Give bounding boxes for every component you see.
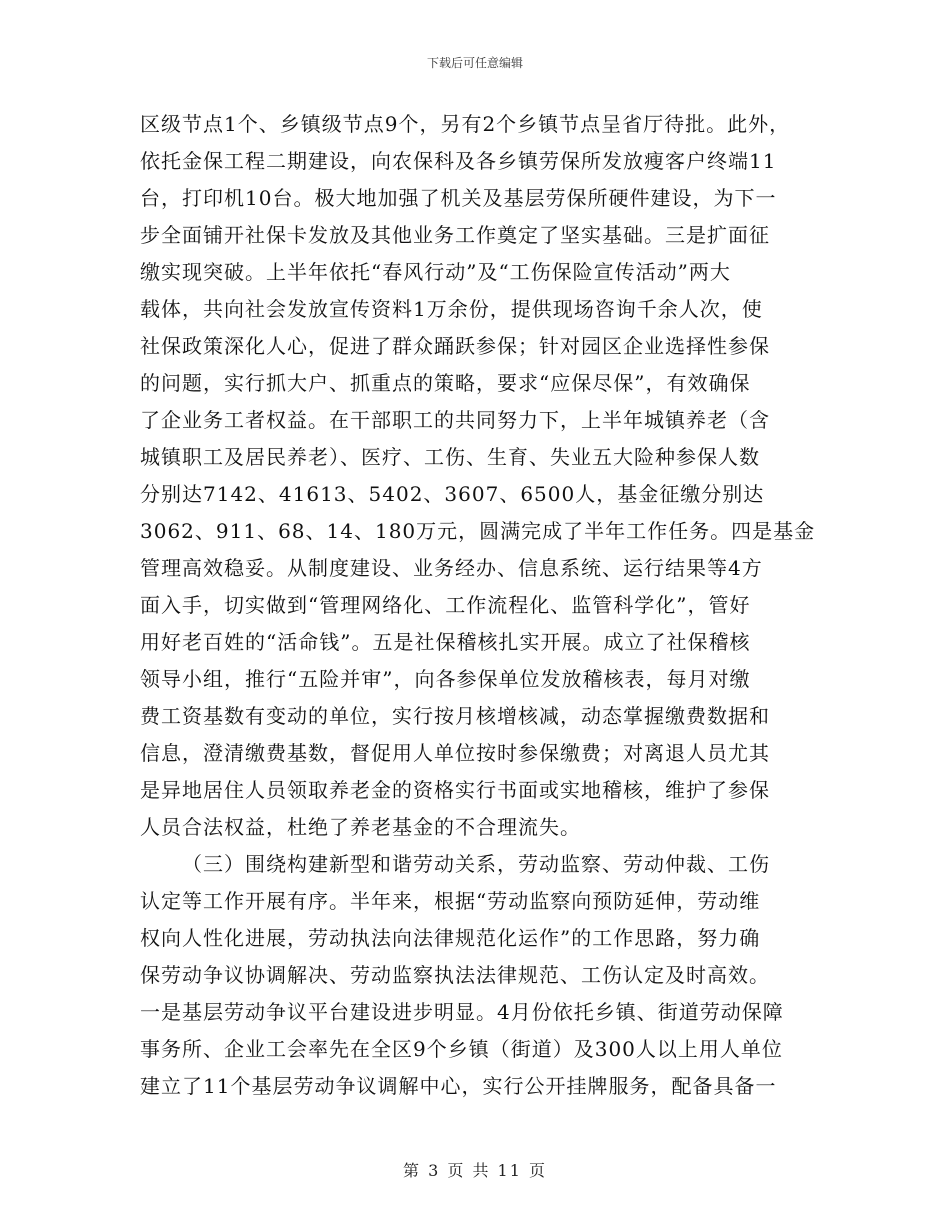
- text-line: 一是基层劳动争议平台建设进步明显。4月份依托乡镇、街道劳动保障: [140, 1000, 784, 1024]
- text-line: 缴实现突破。上半年依托“春风行动”及“工伤保险宣传活动”两大: [140, 260, 731, 284]
- text-line: 管理高效稳妥。从制度建设、业务经办、信息系统、运行结果等4方: [140, 556, 763, 580]
- text-line: 是异地居住人员领取养老金的资格实行书面或实地稽核，维护了参保: [140, 778, 770, 802]
- text-line: 的问题，实行抓大户、抓重点的策略，要求“应保尽保”，有效确保: [140, 371, 751, 395]
- text-line: 面入手，切实做到“管理网络化、工作流程化、监管科学化”，管好: [140, 593, 751, 617]
- page-header: 下载后可任意编辑: [426, 56, 523, 70]
- text-line: 费工资基数有变动的单位，实行按月核增核减，动态掌握缴费数据和: [140, 704, 770, 728]
- text-line: 信息，澄清缴费基数，督促用人单位按时参保缴费；对离退人员尤其: [140, 741, 770, 765]
- paragraph-start-line: （三）围绕构建新型和谐劳动关系，劳动监察、劳动仲裁、工伤: [182, 852, 770, 876]
- text-line: 3062、911、68、14、180万元，圆满完成了半年工作任务。四是基金: [140, 519, 816, 543]
- text-line: 了企业务工者权益。在干部职工的共同努力下，上半年城镇养老（含: [140, 408, 770, 432]
- text-line: 台，打印机10台。极大地加强了机关及基层劳保所硬件建设，为下一: [140, 186, 777, 210]
- page-number-footer: 第 3 页 共 11 页: [403, 1161, 547, 1180]
- text-line: 用好老百姓的“活命钱”。五是社保稽核扎实开展。成立了社保稽核: [140, 630, 751, 654]
- text-line: 事务所、企业工会率先在全区9个乡镇（街道）及300人以上用人单位: [140, 1037, 783, 1061]
- text-line: 分别达7142、41613、5402、3607、6500人，基金征缴分别达: [140, 482, 765, 506]
- text-line: 领导小组，推行“五险并审”，向各参保单位发放稽核表，每月对缴: [140, 667, 751, 691]
- text-line: 社保政策深化人心，促进了群众踊跃参保；针对园区企业选择性参保: [140, 334, 770, 358]
- text-line: 人员合法权益，杜绝了养老基金的不合理流失。: [140, 815, 581, 839]
- text-line: 载体，共向社会发放宣传资料1万余份，提供现场咨询千余人次，使: [140, 297, 763, 321]
- text-line: 步全面铺开社保卡发放及其他业务工作奠定了坚实基础。三是扩面征: [140, 223, 770, 247]
- text-line: 认定等工作开展有序。半年来，根据“劳动监察向预防延伸，劳动维: [140, 889, 761, 913]
- text-line: 城镇职工及居民养老）、医疗、工伤、生育、失业五大险种参保人数: [140, 445, 760, 469]
- text-line: 保劳动争议协调解决、劳动监察执法法律规范、工伤认定及时高效。: [140, 963, 770, 987]
- text-line: 建立了11个基层劳动争议调解中心，实行公开挂牌服务，配备具备一: [140, 1074, 777, 1098]
- text-line: 依托金保工程二期建设，向农保科及各乡镇劳保所发放瘦客户终端11: [140, 149, 777, 173]
- text-line: 权向人性化进展，劳动执法向法律规范化运作”的工作思路，努力确: [140, 926, 761, 950]
- text-line: 区级节点1个、乡镇级节点9个，另有2个乡镇节点呈省厅待批。此外，: [140, 112, 791, 136]
